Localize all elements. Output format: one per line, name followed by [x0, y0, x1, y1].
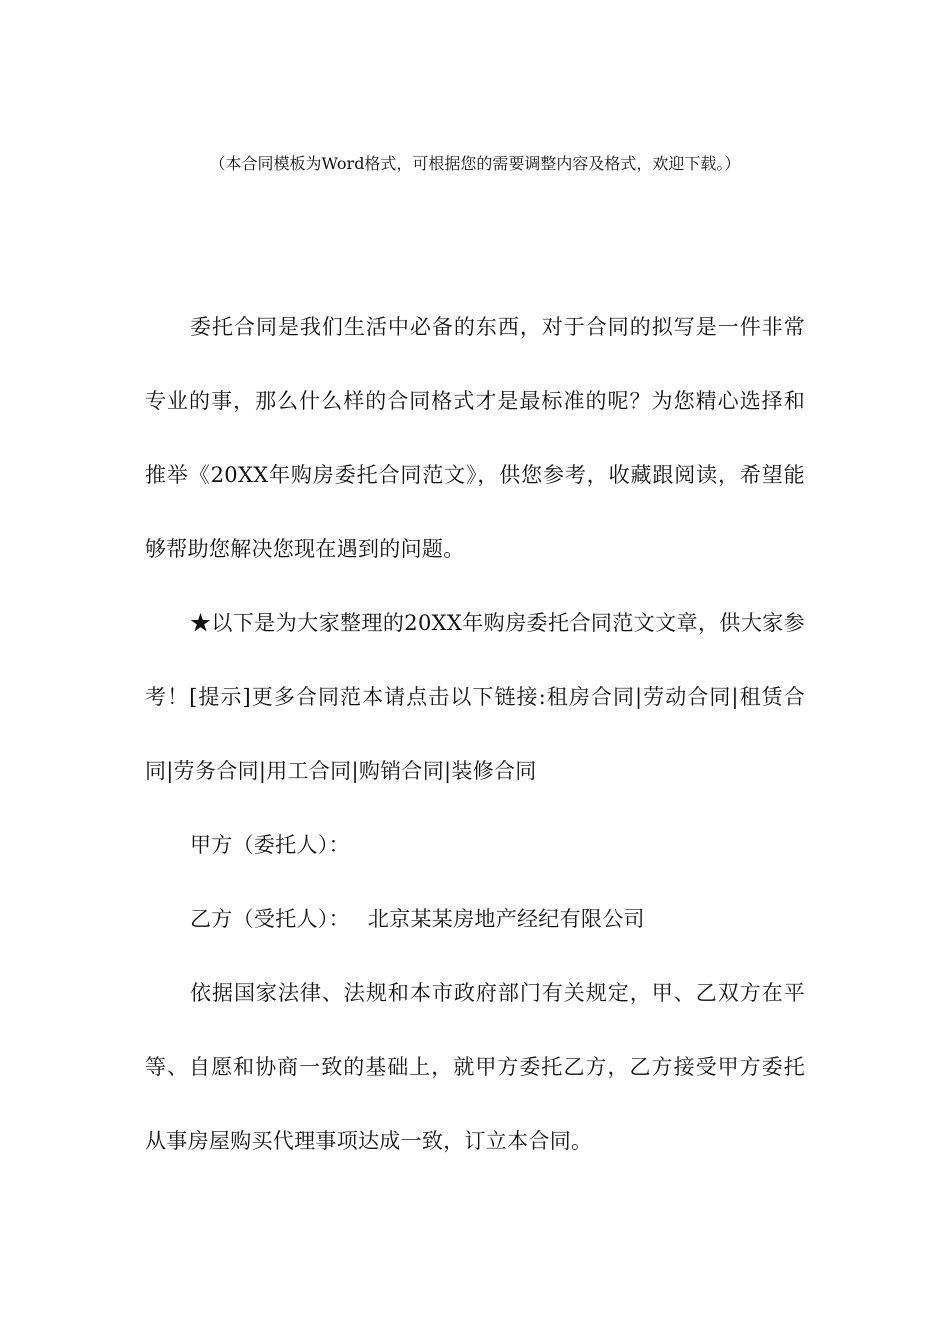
contract-body	[145, 290, 805, 1178]
party-b-label: 乙方（受托人）：	[190, 907, 350, 931]
party-b-name: 北京某某房地产经纪有限公司	[367, 907, 645, 931]
template-note: （本合同模板为Word格式，可根据您的需要调整内容及格式，欢迎下载。）	[209, 154, 741, 173]
intro-paragraph: 委托合同是我们生活中必备的东西，对于合同的拟写是一件非常专业的事，那么什么样的合同格式才是最标准的呢？为您精心选择和推举《20XX年购房委托合同范文》，供您参考，收藏跟阅读，希望能够帮助您解决您现在遇到的问题。	[145, 315, 805, 561]
party-b-line	[145, 882, 805, 956]
party-a-line	[145, 808, 805, 882]
party-a-label: 甲方（委托人）：	[190, 833, 350, 857]
hint-paragraph: ★以下是为大家整理的20XX年购房委托合同范文文章，供大家参考！[提示]更多合同范本请点击以下链接:租房合同|劳动合同|租赁合同|劳务合同|用工合同|购销合同|装修合同	[145, 611, 805, 783]
basis-paragraph: 依据国家法律、法规和本市政府部门有关规定，甲、乙双方在平等、自愿和协商一致的基础上，就甲方委托乙方，乙方接受甲方委托从事房屋购买代理事项达成一致，订立本合同。	[145, 981, 805, 1153]
